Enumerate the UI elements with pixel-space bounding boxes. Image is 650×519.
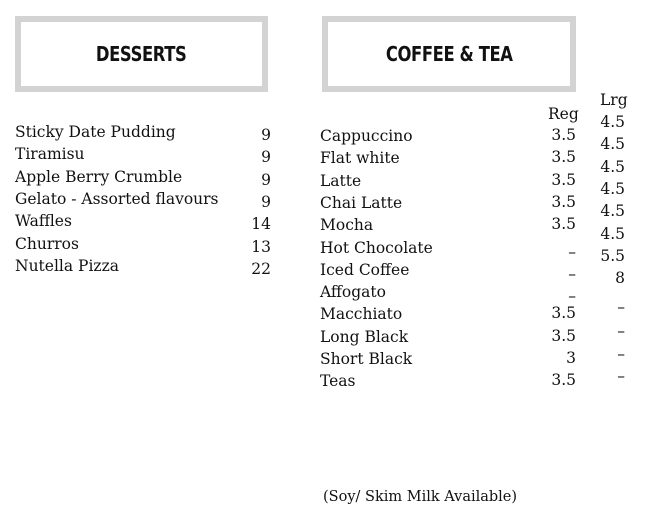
coffee-item-regular-price: 3.5 [551, 371, 576, 390]
coffee-item-regular-price: 3.5 [551, 215, 576, 234]
coffee-item-large-price: 4.5 [600, 113, 625, 131]
coffee-item-regular-price: 3.5 [551, 148, 576, 167]
coffee-item-large-price: 4.5 [600, 158, 625, 176]
coffee-tea-title: COFFEE & TEA [385, 42, 513, 66]
coffee-item-regular-price: – [568, 287, 576, 306]
coffee-item-name: Long Black [320, 327, 409, 346]
dessert-item-name: Gelato - Assorted flavours [15, 189, 219, 208]
dessert-item-price: 9 [261, 170, 271, 189]
coffee-tea-header-box [322, 16, 576, 92]
milk-availability-note: (Soy/ Skim Milk Available) [323, 489, 518, 505]
coffee-item-large-price: 5.5 [600, 247, 625, 265]
dessert-item-price: 22 [251, 259, 271, 278]
coffee-item-name: Cappuccino [320, 127, 413, 145]
coffee-item-name: Chai Latte [320, 193, 403, 212]
coffee-item-regular-price: 3.5 [551, 326, 576, 345]
coffee-item-name: Mocha [320, 216, 374, 235]
coffee-item-name: Affogato [320, 283, 386, 302]
coffee-item-regular-price: 3 [566, 349, 576, 367]
dessert-item-name: Nutella Pizza [15, 256, 119, 275]
dessert-item-name: Churros [15, 234, 79, 253]
coffee-item-large-price: – [617, 298, 625, 316]
dessert-item-price: 9 [261, 126, 271, 144]
coffee-item-large-price: 8 [615, 269, 625, 287]
coffee-item-name: Short Black [320, 350, 413, 368]
coffee-item-large-price: 4.5 [600, 135, 625, 153]
coffee-item-large-price: – [617, 345, 625, 363]
dessert-item-name: Apple Berry Crumble [15, 167, 183, 186]
dessert-item-name: Waffles [15, 212, 72, 231]
desserts-header-box [15, 16, 268, 92]
dessert-item-price: 14 [251, 215, 271, 234]
coffee-item-name: Macchiato [320, 305, 403, 324]
coffee-item-name: Hot Chocolate [320, 238, 433, 257]
dessert-item-price: 9 [261, 192, 271, 211]
desserts-title: DESSERTS [96, 42, 187, 66]
coffee-item-large-price: 4.5 [600, 180, 625, 198]
coffee-item-large-price: – [617, 367, 625, 385]
coffee-item-regular-price: 3.5 [551, 126, 576, 144]
coffee-item-regular-price: 3.5 [551, 170, 576, 189]
coffee-item-name: Flat white [320, 149, 400, 168]
coffee-item-name: Latte [320, 171, 362, 190]
coffee-item-regular-price: – [568, 242, 576, 261]
regular-size-label: Reg [548, 105, 579, 123]
coffee-item-regular-price: 3.5 [551, 192, 576, 211]
coffee-item-regular-price: – [568, 264, 576, 283]
coffee-item-large-price: 4.5 [600, 225, 625, 243]
coffee-item-large-price: – [617, 322, 625, 340]
coffee-item-name: Iced Coffee [320, 260, 410, 279]
dessert-item-name: Sticky Date Pudding [15, 123, 176, 141]
coffee-item-regular-price: 3.5 [551, 304, 576, 323]
dessert-item-price: 13 [251, 237, 271, 256]
coffee-item-large-price: 4.5 [600, 202, 625, 220]
dessert-item-price: 9 [261, 148, 271, 167]
large-size-label: Lrg [600, 91, 628, 109]
coffee-item-name: Teas [320, 372, 356, 391]
dessert-item-name: Tiramisu [15, 145, 85, 164]
